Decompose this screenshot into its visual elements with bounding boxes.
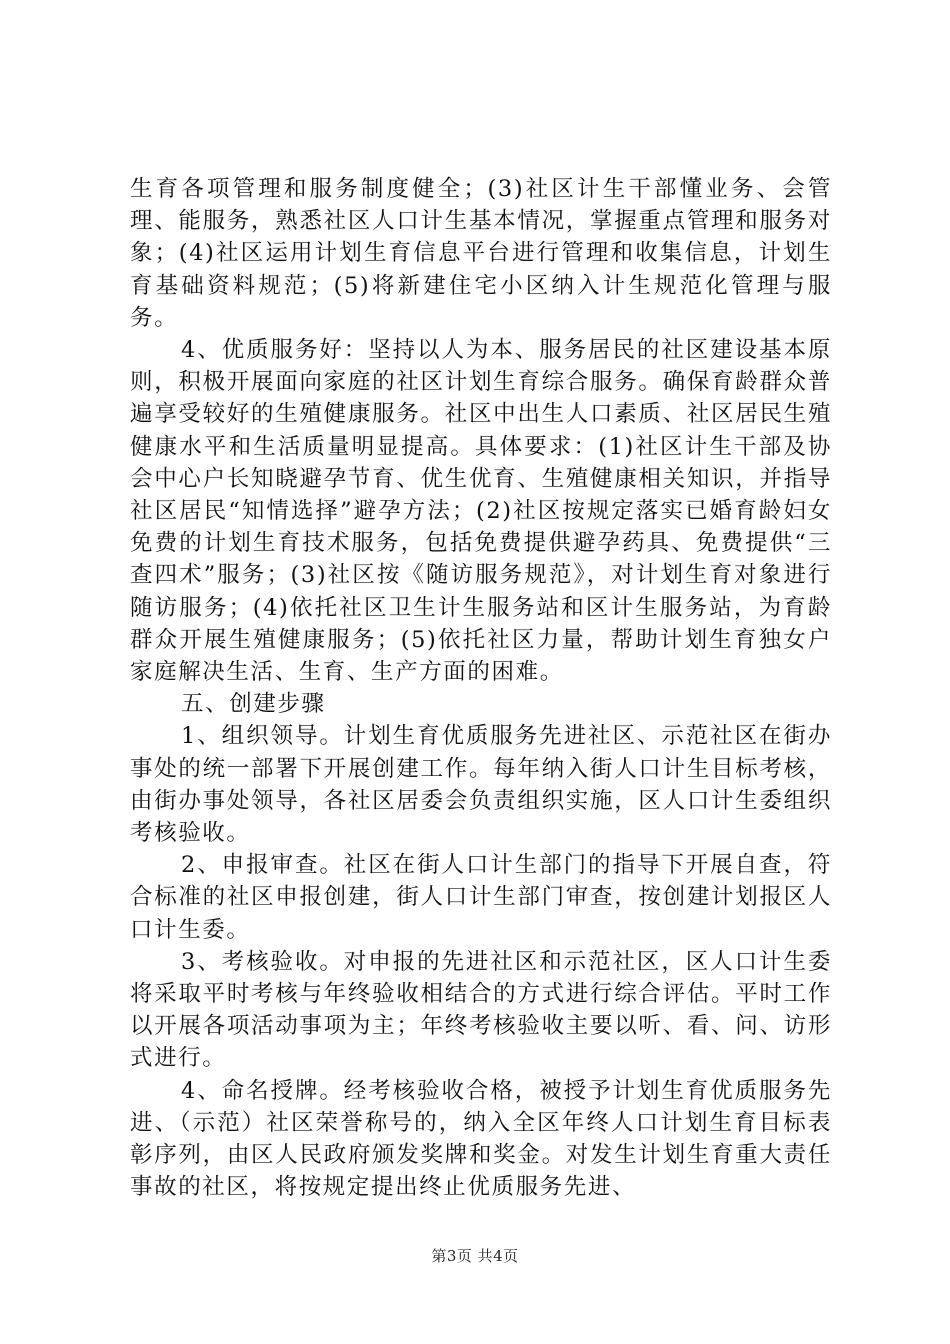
page-number-footer: 第3页 共4页 — [431, 1247, 519, 1265]
paragraph-application-review: 2、申报审查。社区在街人口计生部门的指导下开展自查，符合标准的社区申报创建，街人口计生部门审查，按创建计划报区人口计生委。 — [130, 852, 832, 943]
paragraph-organization: 1、组织领导。计划生育优质服务先进社区、示范社区在街办事处的统一部署下开展创建工作。每年纳入街人口计生目标考核，由街办事处领导，各社区居委会负责组织实施，区人口计生委组织考核验收。 — [130, 723, 832, 847]
document-body — [130, 173, 832, 1204]
paragraph-quality-service: 4、优质服务好：坚持以人为本、服务居民的社区建设基本原则，积极开展面向家庭的社区计划生育综合服务。确保育龄群众普遍享受较好的生殖健康服务。社区中出生人口素质、社区居民生殖健康水平和生活质量明显提高。具体要求：(1)社区计生干部及协会中心户长知晓避孕节育、优生优育、生殖健康相关知识，并指导社区居民“知情选择”避孕方法；(2)社区按规定落实已婚育龄妇女免费的计划生育技术服务，包括免费提供避孕药具、免费提供“三查四术”服务；(3)社区按《随访服务规范》，对计划生育对象进行随访服务；(4)依托社区卫生计生服务站和区计生服务站，为育龄群众开展生殖健康服务；(5)依托社区力量，帮助计划生育独女户家庭解决生活、生育、生产方面的困难。 — [130, 337, 832, 686]
paragraph-continuation: 生育各项管理和服务制度健全；(3)社区计生干部懂业务、会管理、能服务，熟悉社区人口计生基本情况，掌握重点管理和服务对象；(4)社区运用计划生育信息平台进行管理和收集信息，计划生育基础资料规范；(5)将新建住宅小区纳入计生规范化管理与服务。 — [130, 176, 832, 331]
paragraph-naming-awards: 4、命名授牌。经考核验收合格，被授予计划生育优质服务先进、（示范）社区荣誉称号的，纳入全区年终人口计划生育目标表彰序列，由区人民政府颁发奖牌和奖金。对发生计划生育重大责任事故的社区，将按规定提出终止优质服务先进、 — [130, 1077, 832, 1201]
section-heading-steps: 五、创建步骤 — [181, 691, 326, 718]
paragraph-assessment: 3、考核验收。对申报的先进社区和示范社区，区人口计生委将采取平时考核与年终验收相结合的方式进行综合评估。平时工作以开展各项活动事项为主；年终考核验收主要以听、看、问、访形式进行。 — [130, 948, 832, 1072]
